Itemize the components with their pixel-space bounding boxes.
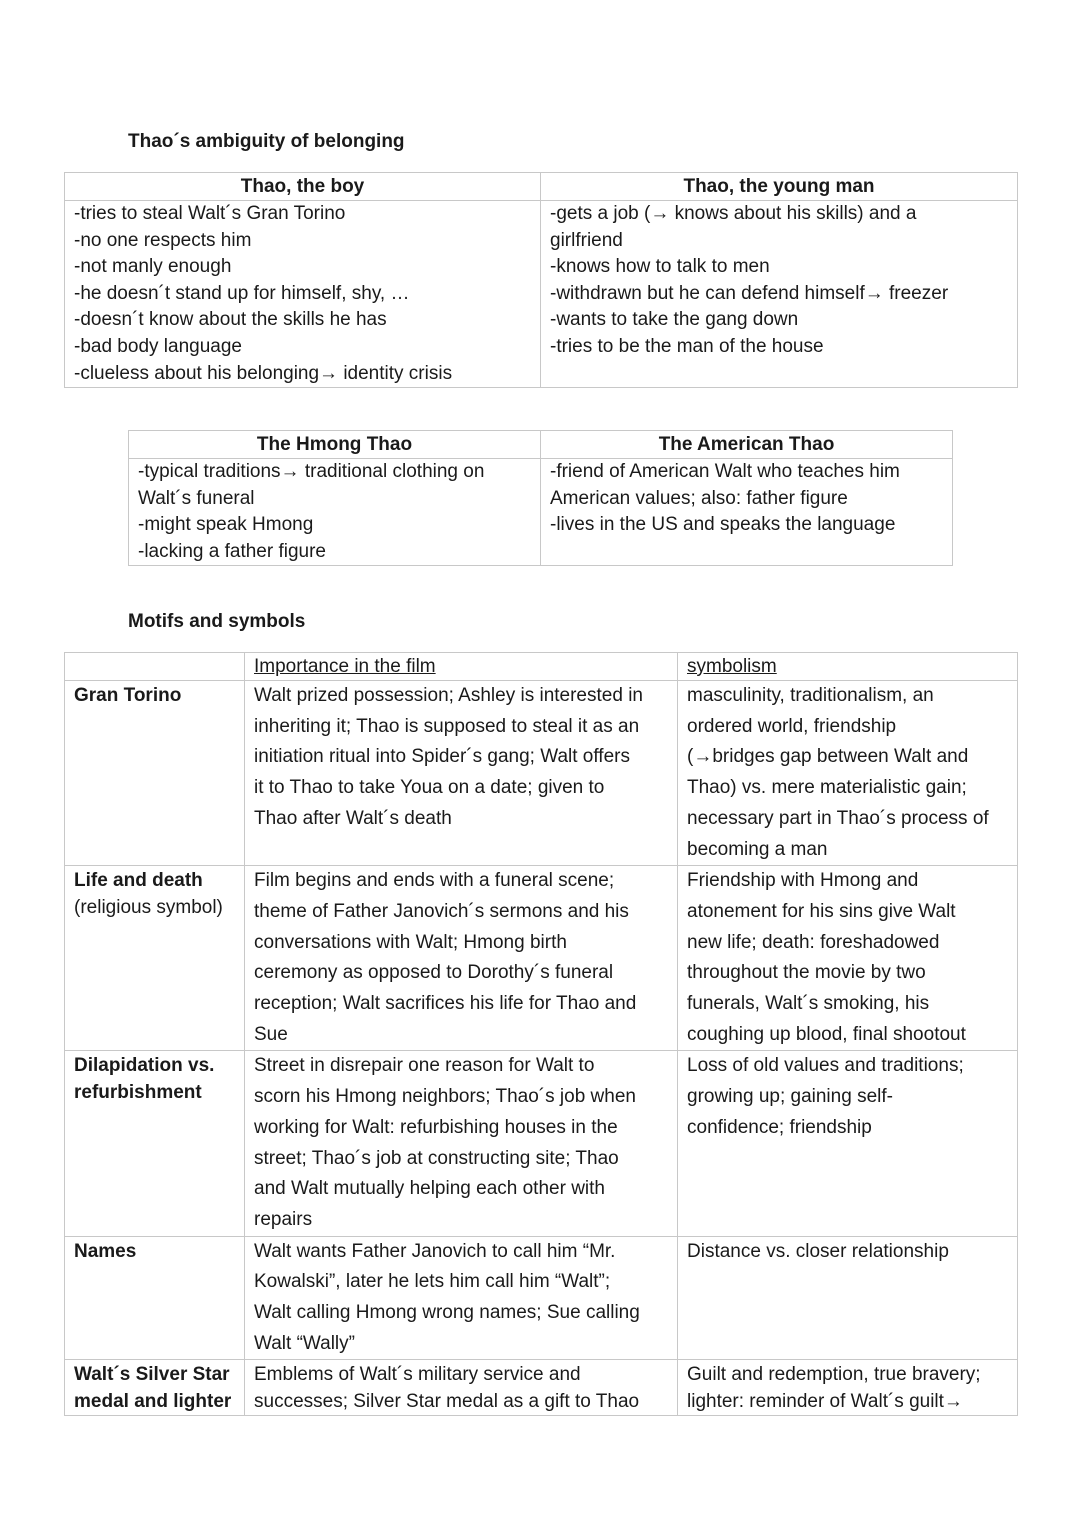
text-line: Friendship with Hmong and <box>687 870 919 892</box>
symbolism-cell <box>678 1051 1018 1236</box>
text-line: Walt “Wally” <box>254 1332 355 1354</box>
list-item: -typical traditions→ traditional clothing on <box>138 461 485 482</box>
text-line: conversations with Walt; Hmong birth <box>254 931 567 953</box>
header-hmong-thao: The Hmong Thao <box>129 431 541 459</box>
text-line: reception; Walt sacrifices his life for Thao and <box>254 993 637 1015</box>
table-header-row <box>129 431 953 459</box>
motif-label-line: Walt´s Silver Star <box>74 1364 230 1386</box>
motif-label <box>65 1360 245 1416</box>
header-importance <box>245 653 678 681</box>
list-item: -he doesn´t stand up for himself, shy, … <box>74 282 410 304</box>
text-line: successes; Silver Star medal as a gift to Thao <box>254 1390 640 1412</box>
list-item: -clueless about his belonging→ identity crisis <box>74 362 453 384</box>
importance-cell <box>245 681 678 866</box>
importance-cell <box>245 1360 678 1416</box>
symbolism-cell <box>678 681 1018 866</box>
symbolism-column-title: symbolism <box>687 656 777 677</box>
table-row <box>129 459 953 566</box>
thao-boy-traits <box>65 201 541 388</box>
list-item: -withdrawn but he can defend himself→ freezer <box>550 282 949 304</box>
text-line: Kowalski”, later he lets him call him “Walt”; <box>254 1271 611 1293</box>
table-row <box>65 866 1018 1051</box>
list-item: -knows how to talk to men <box>550 256 770 278</box>
list-item: -not manly enough <box>74 256 232 278</box>
text-line: Distance vs. closer relationship <box>687 1240 949 1262</box>
importance-column-title: Importance in the film <box>254 656 436 677</box>
text-line: (→bridges gap between Walt and <box>687 746 969 768</box>
text-line: theme of Father Janovich´s sermons and his <box>254 900 629 922</box>
text-line: ceremony as opposed to Dorothy´s funeral <box>254 962 614 984</box>
list-item: -tries to steal Walt´s Gran Torino <box>74 203 346 224</box>
text-line: Walt wants Father Janovich to call him “Mr. <box>254 1240 616 1262</box>
motif-label-line: Dilapidation vs. <box>74 1055 215 1077</box>
list-item: -lives in the US and speaks the language <box>550 514 896 536</box>
text-line: Walt calling Hmong wrong names; Sue calling <box>254 1302 640 1324</box>
text-line: ordered world, friendship <box>687 715 897 737</box>
thao-young-man-traits <box>541 201 1018 388</box>
american-thao-traits <box>541 459 953 566</box>
motif-label <box>65 1051 245 1236</box>
section-title-belonging: Thao´s ambiguity of belonging <box>128 131 405 152</box>
list-item: -might speak Hmong <box>138 514 314 536</box>
importance-cell <box>245 1051 678 1236</box>
header-empty <box>65 653 245 681</box>
text-line: initiation ritual into Spider´s gang; Walt offers <box>254 746 630 768</box>
symbolism-cell <box>678 866 1018 1051</box>
text-line: funerals, Walt´s smoking, his <box>687 993 930 1015</box>
text-line: Thao) vs. mere materialistic gain; <box>687 777 967 799</box>
text-line: Thao after Walt´s death <box>254 807 452 829</box>
header-thao-young-man: Thao, the young man <box>541 173 1018 201</box>
text-line: new life; death: foreshadowed <box>687 931 940 953</box>
text-line: Sue <box>254 1023 288 1045</box>
list-item: -tries to be the man of the house <box>550 335 824 357</box>
table-row <box>65 1051 1018 1236</box>
text-line: Guilt and redemption, true bravery; <box>687 1364 981 1386</box>
motif-label <box>65 866 245 1051</box>
text-line: working for Walt: refurbishing houses in the <box>254 1116 618 1138</box>
list-item: -wants to take the gang down <box>550 309 799 331</box>
symbolism-cell <box>678 1236 1018 1360</box>
header-thao-boy: Thao, the boy <box>65 173 541 201</box>
list-item: -no one respects him <box>74 229 252 251</box>
list-item: Walt´s funeral <box>138 487 255 509</box>
header-american-thao: The American Thao <box>541 431 953 459</box>
header-symbolism <box>678 653 1018 681</box>
text-line: inheriting it; Thao is supposed to steal it as an <box>254 715 640 737</box>
list-item: -lacking a father figure <box>138 540 326 562</box>
table-row <box>65 201 1018 388</box>
text-line: masculinity, traditionalism, an <box>687 685 934 706</box>
list-item: -doesn´t know about the skills he has <box>74 309 387 331</box>
list-item: -friend of American Walt who teaches him <box>550 461 900 482</box>
text-line: throughout the movie by two <box>687 962 926 984</box>
text-line: atonement for his sins give Walt <box>687 900 956 922</box>
table-header-row <box>65 653 1018 681</box>
thao-hmong-vs-american-table <box>128 430 953 566</box>
text-line: it to Thao to take Youa on a date; given to <box>254 777 605 799</box>
hmong-thao-traits <box>129 459 541 566</box>
list-item: -bad body language <box>74 335 242 357</box>
importance-cell <box>245 1236 678 1360</box>
text-line: scorn his Hmong neighbors; Thao´s job when <box>254 1086 636 1108</box>
text-line: street; Thao´s job at constructing site; Thao <box>254 1147 619 1169</box>
motif-label-line: Names <box>74 1240 137 1262</box>
symbolism-cell <box>678 1360 1018 1416</box>
text-line: Walt prized possession; Ashley is interested in <box>254 685 643 706</box>
text-line: growing up; gaining self- <box>687 1086 893 1108</box>
text-line: becoming a man <box>687 838 828 860</box>
motif-label-line: refurbishment <box>74 1081 202 1103</box>
table-row <box>65 1360 1018 1416</box>
motif-label-line: Life and death <box>74 870 203 892</box>
motif-label-line: medal and lighter <box>74 1390 232 1412</box>
thao-boy-vs-young-man-table <box>64 172 1018 388</box>
list-item: American values; also: father figure <box>550 487 848 509</box>
text-line: Emblems of Walt´s military service and <box>254 1364 581 1386</box>
text-line: coughing up blood, final shootout <box>687 1023 966 1045</box>
text-line: repairs <box>254 1208 313 1230</box>
text-line: Loss of old values and traditions; <box>687 1055 964 1077</box>
motif-label-line: Gran Torino <box>74 685 182 706</box>
table-row <box>65 681 1018 866</box>
list-item: -gets a job (→ knows about his skills) and a <box>550 203 917 224</box>
list-item: girlfriend <box>550 229 623 251</box>
text-line: and Walt mutually helping each other with <box>254 1178 605 1200</box>
motifs-symbols-table <box>64 652 1018 1416</box>
text-line: necessary part in Thao´s process of <box>687 807 989 829</box>
motif-label-sub: (religious symbol) <box>74 896 223 918</box>
motif-label <box>65 681 245 866</box>
text-line: Film begins and ends with a funeral scene; <box>254 870 615 892</box>
table-header-row <box>65 173 1018 201</box>
section-title-motifs: Motifs and symbols <box>128 611 306 632</box>
importance-cell <box>245 866 678 1051</box>
motif-label <box>65 1236 245 1360</box>
text-line: confidence; friendship <box>687 1116 872 1138</box>
text-line: Street in disrepair one reason for Walt to <box>254 1055 595 1077</box>
table-row <box>65 1236 1018 1360</box>
text-line: lighter: reminder of Walt´s guilt→ <box>687 1390 963 1412</box>
